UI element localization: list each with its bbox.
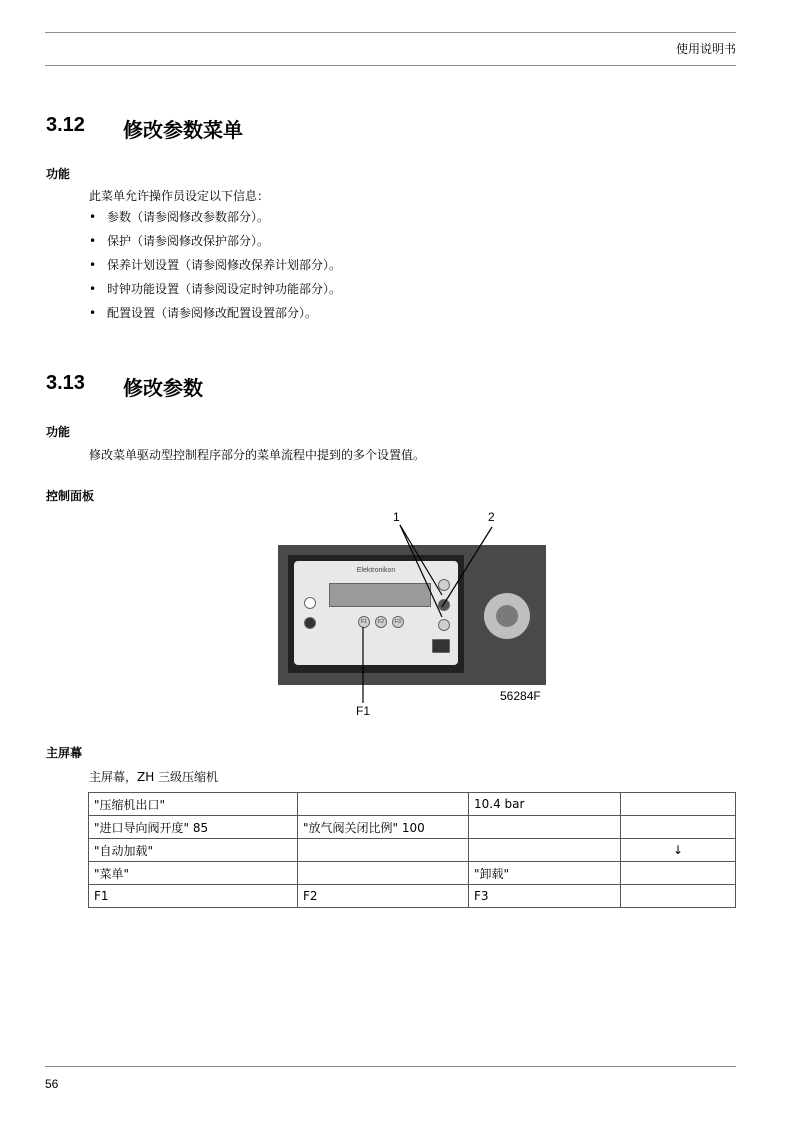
- callout-f1-label: F1: [356, 704, 371, 718]
- table-cell: 10.4 bar: [469, 793, 621, 816]
- table-cell: [621, 793, 736, 816]
- table-cell: "进口导向阀开度" 85: [89, 816, 298, 839]
- table-cell: "菜单": [89, 862, 298, 885]
- list-item: [89, 253, 341, 277]
- figure-id-label: 56284F: [500, 689, 541, 703]
- table-cell: [469, 839, 621, 862]
- list-item-text: 配置设置（请参阅修改配置设置部分）。: [107, 306, 318, 320]
- callout-2-label: 2: [488, 510, 495, 524]
- section-312-number: 3.12: [46, 114, 85, 136]
- bullet-icon: •: [89, 282, 97, 296]
- main-screen-heading: 主屏幕: [46, 746, 83, 760]
- table-row: [89, 793, 736, 816]
- section-312-bullet-list: [89, 205, 341, 325]
- list-item-text: 保护（请参阅修改保护部分）。: [107, 234, 270, 248]
- list-item: [89, 229, 341, 253]
- header-rule-top: [45, 32, 736, 33]
- table-cell: "自动加载": [89, 839, 298, 862]
- down-arrow-icon: ↓: [621, 839, 736, 862]
- list-item-text: 参数（请参阅修改参数部分）。: [107, 210, 270, 224]
- control-panel-heading: 控制面板: [46, 489, 95, 503]
- table-cell: "压缩机出口": [89, 793, 298, 816]
- table-cell: [469, 816, 621, 839]
- table-cell: F2: [298, 885, 469, 908]
- table-cell: [298, 839, 469, 862]
- table-cell: [621, 862, 736, 885]
- table-cell: "卸载": [469, 862, 621, 885]
- table-row: [89, 862, 736, 885]
- footer-rule: [45, 1066, 736, 1067]
- callout-1-line-a: [400, 525, 442, 595]
- table-cell: [298, 793, 469, 816]
- page-number: 56: [45, 1077, 59, 1091]
- f3-button-icon: F3: [392, 616, 404, 628]
- table-row: [89, 816, 736, 839]
- section-312-intro: 此菜单允许操作员设定以下信息：: [89, 189, 270, 203]
- main-screen-table: [88, 792, 736, 908]
- list-item: [89, 277, 341, 301]
- header-rule-bottom: [45, 65, 736, 66]
- bullet-icon: •: [89, 234, 97, 248]
- list-item: [89, 301, 341, 325]
- table-cell: [298, 862, 469, 885]
- table-row: [89, 885, 736, 908]
- section-313-title: 修改参数: [123, 376, 203, 400]
- section-313-description: 修改菜单驱动型控制程序部分的菜单流程中提到的多个设置值。: [89, 448, 426, 462]
- f2-button-icon: F2: [375, 616, 387, 628]
- list-item-text: 保养计划设置（请参阅修改保养计划部分）。: [107, 258, 342, 272]
- main-screen-caption: 主屏幕，ZH 三级压缩机: [89, 770, 219, 784]
- bullet-icon: •: [89, 258, 97, 272]
- brand-label: Elektronikon: [356, 567, 396, 574]
- table-row: [89, 839, 736, 862]
- table-cell: F3: [469, 885, 621, 908]
- table-cell: [621, 885, 736, 908]
- header-title: 使用说明书: [675, 42, 736, 56]
- control-panel-figure: [270, 505, 560, 720]
- bullet-icon: •: [89, 306, 97, 320]
- callout-1-label: 1: [393, 510, 400, 524]
- table-cell: [621, 816, 736, 839]
- section-313-number: 3.13: [46, 372, 85, 394]
- list-item-text: 时钟功能设置（请参阅设定时钟功能部分）。: [107, 282, 342, 296]
- bullet-icon: •: [89, 210, 97, 224]
- table-cell: F1: [89, 885, 298, 908]
- section-312-function-heading: 功能: [46, 167, 71, 181]
- callout-lines: [270, 505, 560, 720]
- callout-2-line: [442, 527, 492, 607]
- list-item: [89, 205, 341, 229]
- section-313-function-heading: 功能: [46, 425, 71, 439]
- table-cell: "放气阀关闭比例" 100: [298, 816, 469, 839]
- callout-1-line-b: [400, 525, 442, 617]
- section-312-title: 修改参数菜单: [123, 118, 243, 142]
- f1-button-icon: F1: [358, 616, 370, 628]
